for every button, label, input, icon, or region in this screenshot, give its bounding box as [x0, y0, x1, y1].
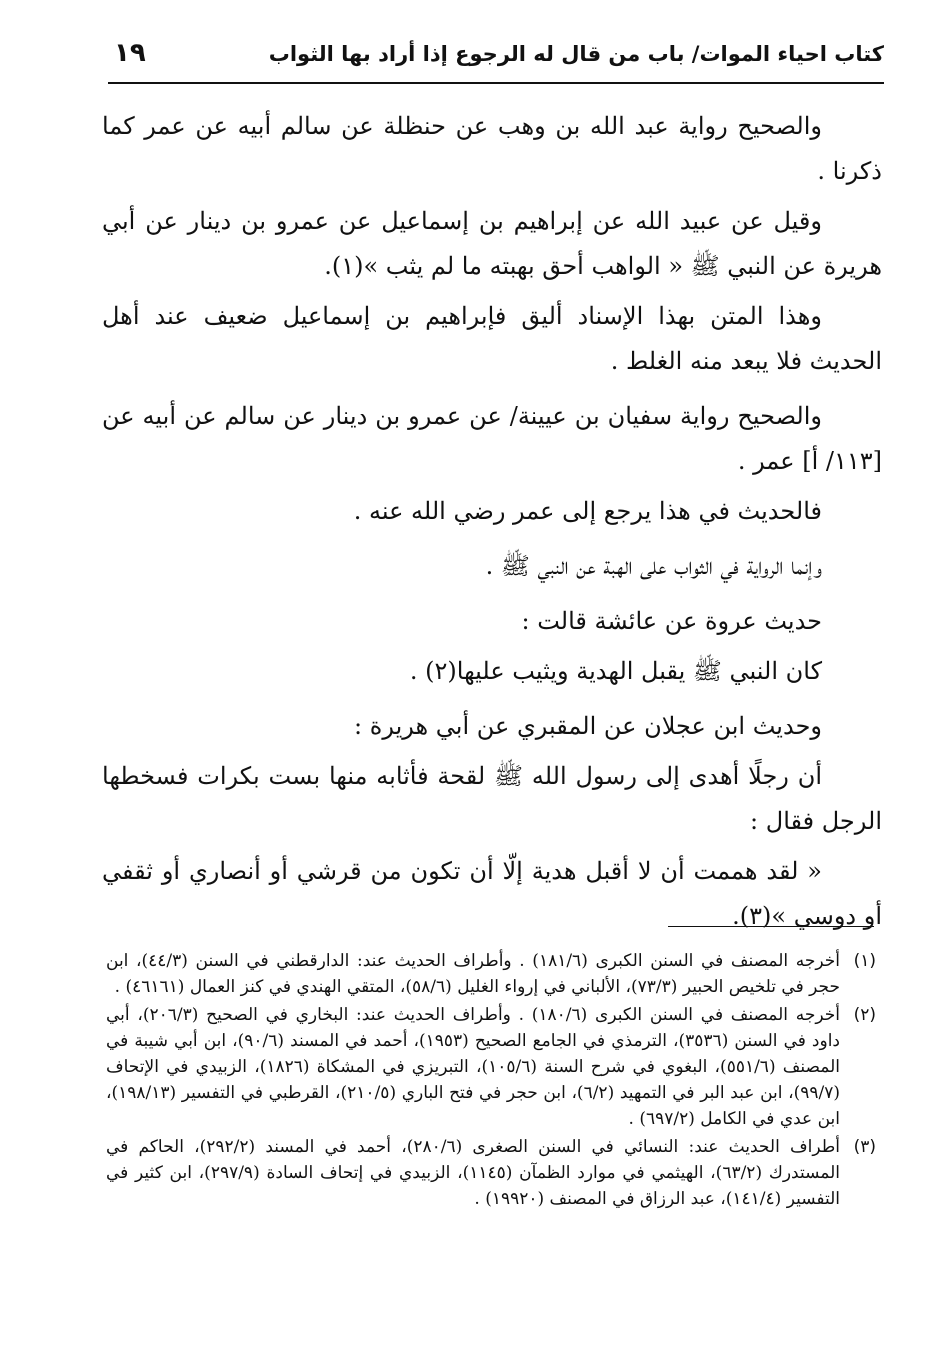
paragraph: فالحديث في هذا يرجع إلى عمر رضي الله عنه . — [353, 497, 822, 525]
paragraph: والصحيح رواية سفيان بن عيينة/ عن عمرو بن دينار عن سالم عن أبيه عن [١١٣/ أ] عمر . — [102, 402, 882, 475]
paragraph: وإنما الرواية في الثواب على الهبة عن النبي ﷺ . — [485, 552, 822, 580]
paragraph: أن رجلًا أهدى إلى رسول الله ﷺ لقحة فأثابه منها بست بكرات فسخطها الرجل فقال : — [102, 762, 882, 835]
footnote-number: (٣) — [853, 1137, 876, 1157]
footnote-divider — [668, 926, 874, 927]
footnote-text: أخرجه المصنف في السنن الكبرى (١٨١/٦) . وأطراف الحديث عند: الدارقطني في السنن (٤٤/٣)، ابن حجر في تلخيص الحبير (٧٣/٣)، الألباني في إرواء الغليل (٥٨/٦)، المتقي الهندي في كنز العمال (٤٦١٦١) . — [106, 951, 840, 997]
footnote-text: أطراف الحديث عند: النسائي في السنن الصغرى (٢٨٠/٦)، أحمد في المسند (٢٩٢/٢)، الحاكم في المستدرك (٦٣/٢)، الهيثمي في موارد الظمآن (١١٤٥)، الزبيدي في إتحاف السادة (٢٩٧/٩)، ابن كثير في التفسير (١٤١/٤)، عبد الرزاق في المصنف (١٩٩٢٠) . — [106, 1137, 840, 1209]
paragraph: « لقد هممت أن لا أقبل هدية إلّا أن تكون من قرشي أو أنصاري أو ثقفي أو دوسي »(٣). — [102, 857, 882, 930]
footnotes — [106, 948, 876, 1214]
main-text — [102, 104, 882, 939]
paragraph: والصحيح رواية عبد الله بن وهب عن حنظلة عن سالم أبيه عن عمر كما ذكرنا . — [102, 112, 882, 185]
footnote-text: أخرجه المصنف في السنن الكبرى (١٨٠/٦) . وأطراف الحديث عند: البخاري في الصحيح (٢٠٦/٣)، أبي داود في السنن (٣٥٣٦)، الترمذي في الجامع الصحيح (١٩٥٣)، أحمد في المسند (٩٠/٦)، ابن أبي شيبة في المصنف (٥٥١/٦)، البغوي في شرح السنة (١٠٥/٦)، التبريزي في المشكاة (١٨٢٦)، الزبيدي في الإتحاف (٩٩/٧)، ابن عبد البر في التمهيد (٦/٢)، ابن حجر في فتح الباري (٢١٠/٥)، القرطبي في التفسير (١٩٨/١٣)، ابن عدي في الكامل (٦٩٧/٢) . — [106, 1005, 841, 1129]
paragraph: وحديث ابن عجلان عن المقبري عن أبي هريرة : — [354, 712, 822, 740]
paragraph: وهذا المتن بهذا الإسناد أليق فإبراهيم بن إسماعيل ضعيف عند أهل الحديث فلا يبعد منه الغلط . — [102, 302, 882, 375]
footnote — [106, 1002, 876, 1132]
footnote-number: (٢) — [853, 1005, 876, 1025]
paragraph: كان النبي ﷺ يقبل الهدية ويثيب عليها(٢) . — [409, 657, 822, 685]
footnote-number: (١) — [853, 951, 876, 971]
footnote — [106, 948, 876, 1000]
footnote — [106, 1134, 876, 1212]
paragraph: وقيل عن عبيد الله عن إبراهيم بن إسماعيل عن عمرو بن دينار عن أبي هريرة عن النبي ﷺ « الواهب أحق بهبته ما لم يثب »(١). — [102, 207, 882, 280]
paragraph: حديث عروة عن عائشة قالت : — [521, 607, 822, 635]
page-number: ١٩ — [114, 38, 146, 68]
page-header — [108, 30, 884, 84]
running-title: كتاب احياء الموات/ باب من قال له الرجوع إذا أراد بها الثواب — [268, 42, 884, 66]
